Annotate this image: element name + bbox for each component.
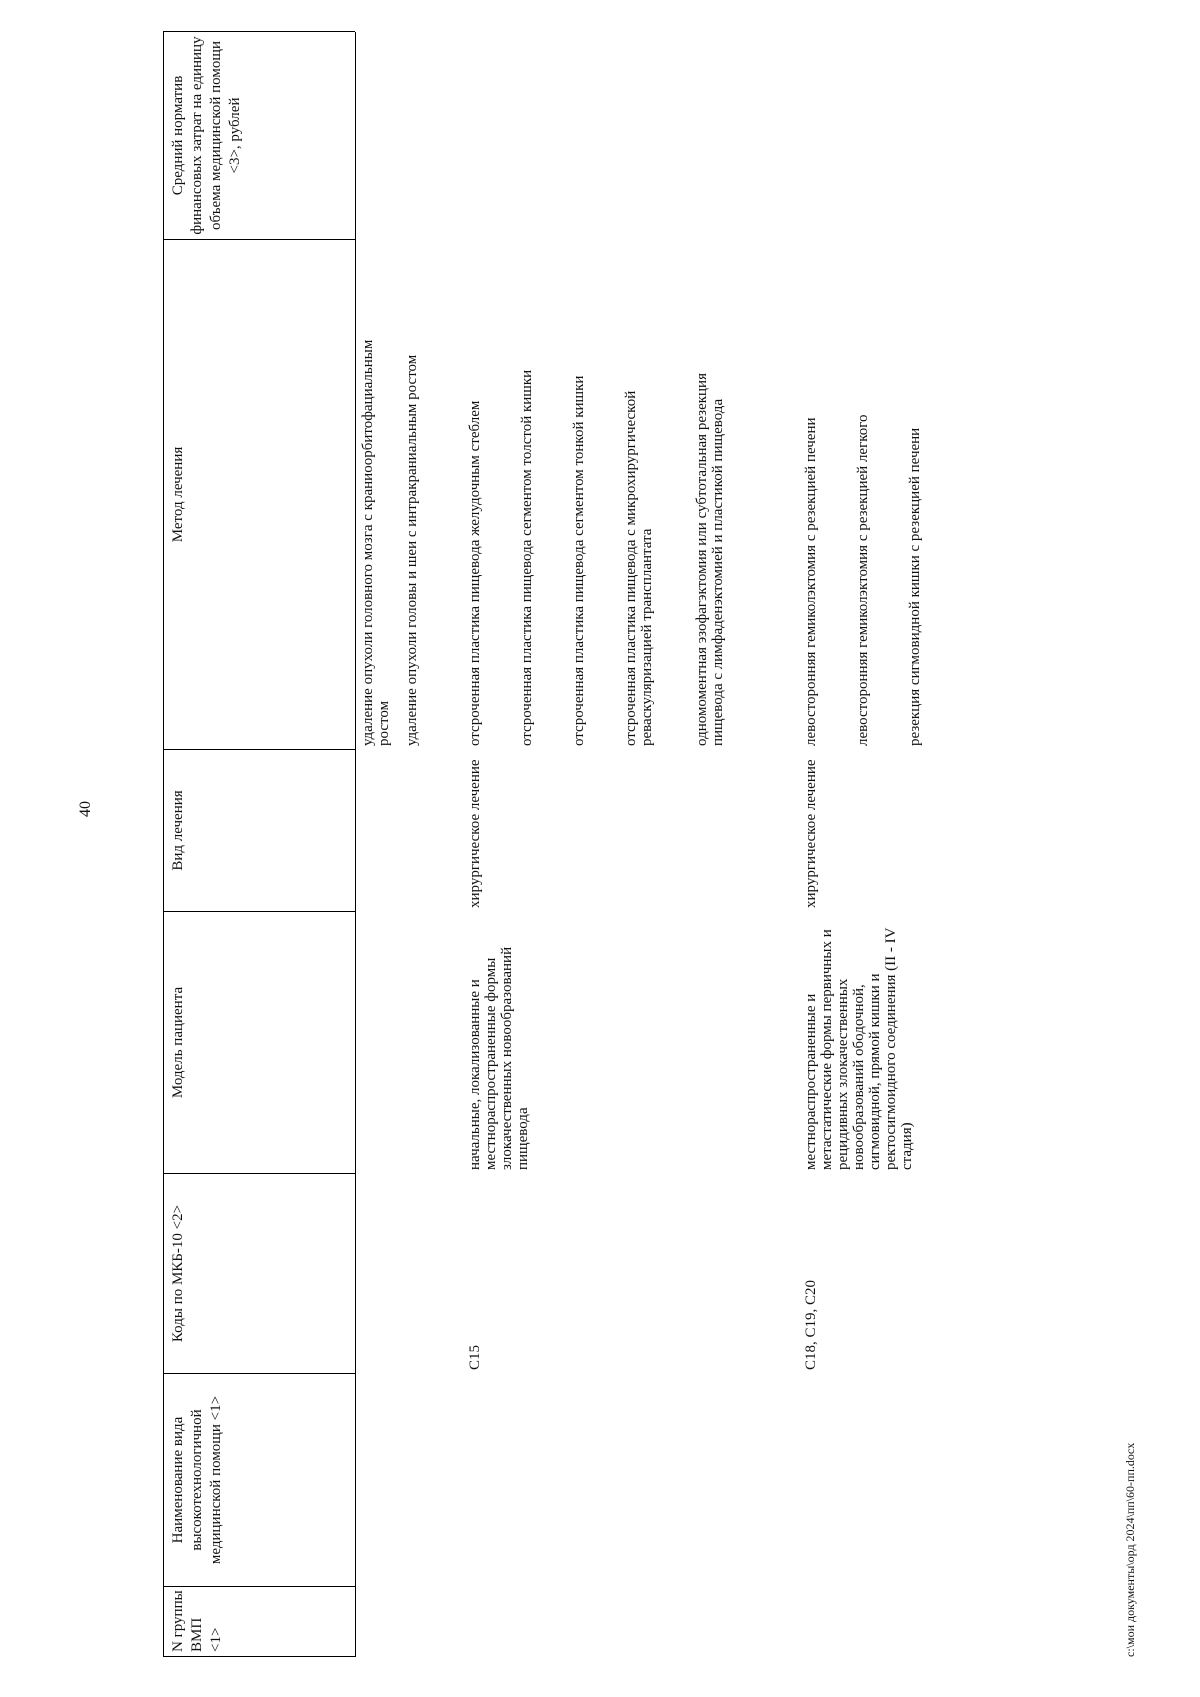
table-top-border [163, 32, 164, 1657]
header-group-no: N группы ВМП <1> [170, 1590, 224, 1652]
icd-code-cell: C15 [467, 1344, 483, 1370]
column-divider [163, 911, 355, 912]
treatment-method-cell: левосторонняя гемиколэктомия с резекцией легкого [855, 414, 871, 746]
treatment-method-cell: отсроченная пластика пищевода сегментом тонкой кишки [571, 375, 587, 746]
treatment-method-cell: отсроченная пластика пищевода желудочным стеблем [467, 400, 483, 746]
header-patient-model: Модель пациента [170, 986, 186, 1099]
footer-file-path: c:\мои документы\орд 2024\пп\60-пп.docx [1123, 1442, 1137, 1657]
icd-code-cell: C18, C19, C20 [803, 1279, 819, 1370]
patient-model-cell: местнораспространенные и метастатические формы первичных и рецидивных злокачественных новообразований ободочной, сигмовидной, прямой кишки и ректосигмоидного соединения (II - IV стадия) [803, 927, 915, 1170]
treatment-method-cell: одномоментная эзофагэктомия или субтотальная резекция пищевода с лимфаденэктомией и пластикой пищевода [694, 373, 726, 746]
treatment-type-cell: хирургическое лечение [467, 759, 483, 908]
column-divider [163, 749, 355, 750]
treatment-method-cell: левосторонняя гемиколэктомия с резекцией печени [803, 417, 819, 746]
column-divider [163, 239, 355, 240]
header-vmp-name: Наименование вида высокотехнологичной медицинской помощи <1> [170, 1395, 224, 1565]
table-header-bottom-border [355, 32, 356, 1657]
column-divider [163, 1586, 355, 1587]
header-avg-cost: Средний норматив финансовых затрат на единицу объема медицинской помощи <3>, рублей [170, 36, 243, 235]
column-divider [163, 1173, 355, 1174]
column-divider [163, 1373, 355, 1374]
treatment-method-cell: удаление опухоли головы и шеи с интракраниальным ростом [404, 354, 420, 746]
treatment-method-cell: отсроченная пластика пищевода с микрохирургической реваскуляризацией трансплантата [623, 390, 655, 746]
header-treatment-type: Вид лечения [170, 790, 186, 871]
patient-model-cell: начальные, локализованные и местнораспространенные формы злокачественных новообразований пищевода [467, 946, 531, 1170]
header-icd-codes: Коды по МКБ-10 <2> [170, 1204, 186, 1343]
table-left-border [163, 1656, 355, 1657]
treatment-method-cell: резекция сигмовидной кишки с резекцией печени [907, 427, 923, 746]
treatment-type-cell: хирургическое лечение [803, 759, 819, 908]
treatment-method-cell: удаление опухоли головного мозга с краниоорбитофациальным ростом [360, 339, 392, 746]
treatment-method-cell: отсроченная пластика пищевода сегментом толстой кишки [519, 369, 535, 746]
page-number: 40 [77, 801, 94, 817]
table-right-border [163, 31, 355, 32]
header-treatment-method: Метод лечения [170, 446, 186, 543]
